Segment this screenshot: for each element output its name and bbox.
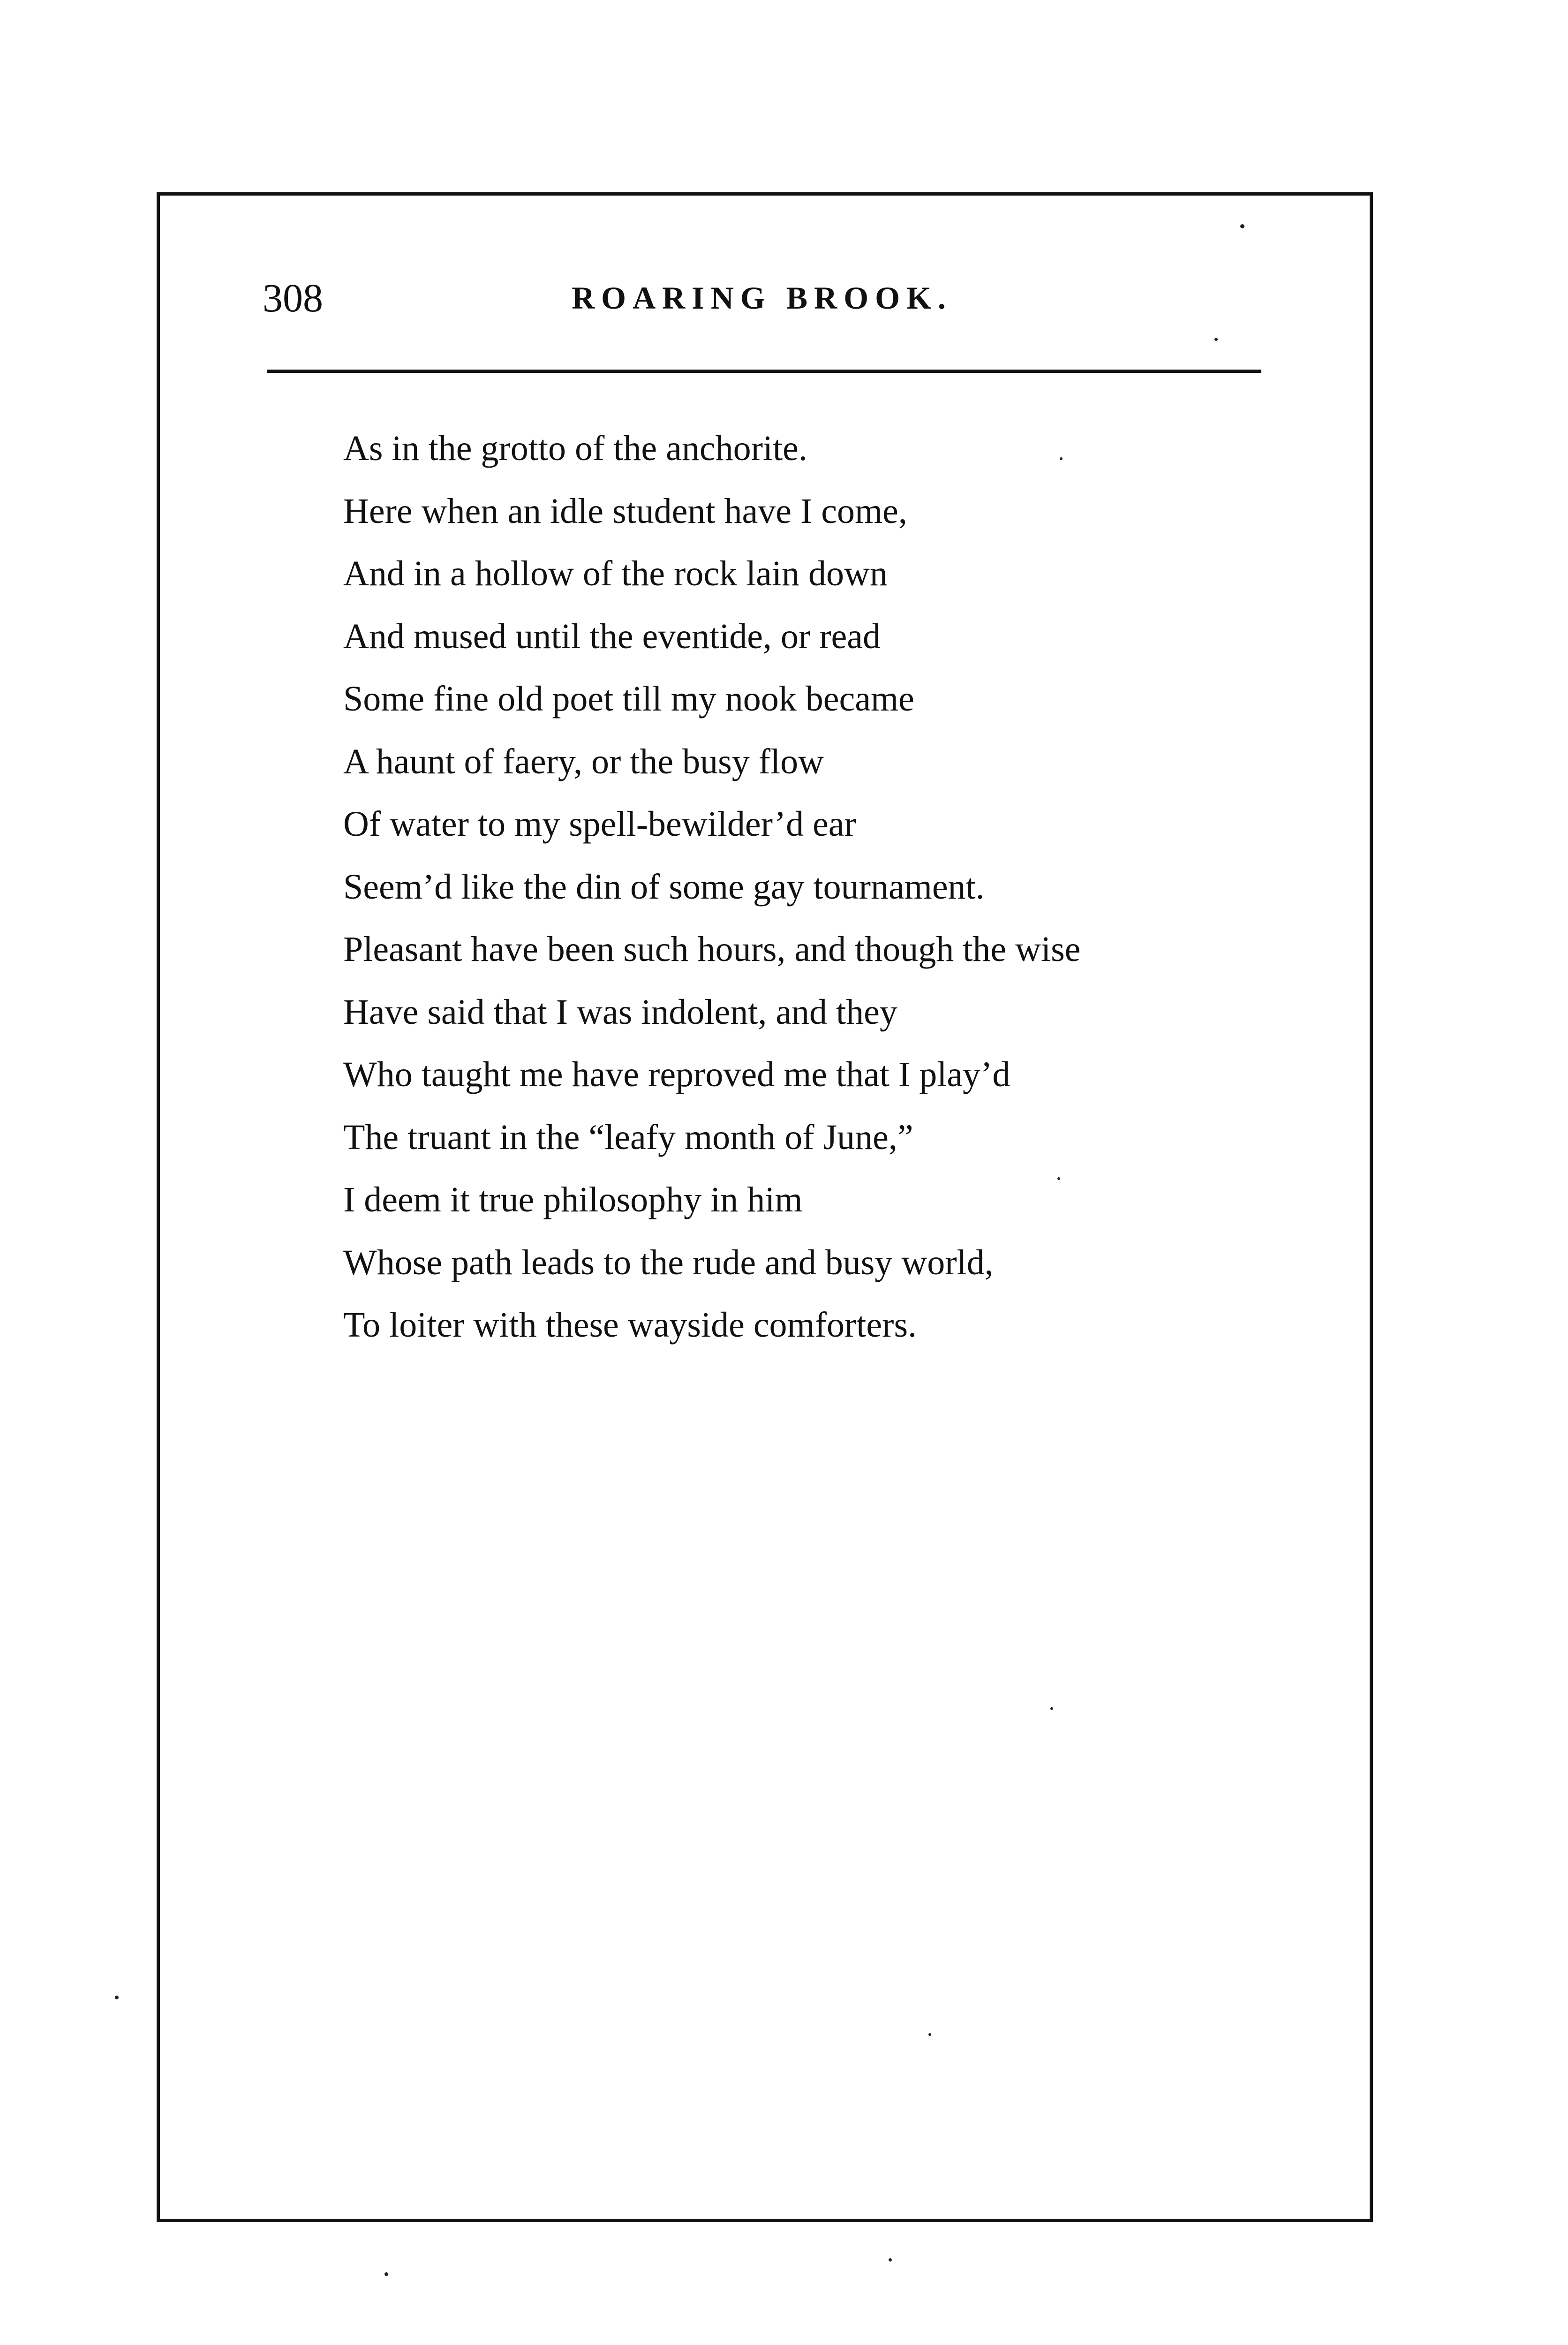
scan-speck xyxy=(1050,1707,1053,1710)
poem-line: And in a hollow of the rock lain down xyxy=(343,554,888,593)
page-header xyxy=(263,272,1261,328)
scan-speck xyxy=(384,2272,388,2276)
poem-line: Who taught me have reproved me that I play’d xyxy=(343,1055,1010,1094)
poem-line: Pleasant have been such hours, and though the wise xyxy=(343,930,1081,969)
scan-speck xyxy=(1060,457,1063,460)
poem-text xyxy=(343,417,1328,1357)
poem-line: Here when an idle student have I come, xyxy=(343,491,907,531)
poem-line: Seem’d like the din of some gay tournament. xyxy=(343,867,985,907)
scan-speck xyxy=(889,2258,892,2262)
poem-line: A haunt of faery, or the busy flow xyxy=(343,741,824,781)
scan-speck xyxy=(1214,338,1218,341)
header-rule xyxy=(267,370,1261,373)
poem-line: Some fine old poet till my nook became xyxy=(343,679,914,719)
poem-line: And mused until the eventide, or read xyxy=(343,616,881,656)
scan-speck xyxy=(1057,1177,1060,1180)
poem-line: To loiter with these wayside comforters. xyxy=(343,1305,917,1345)
page-number: 308 xyxy=(263,275,323,320)
running-title: ROARING BROOK. xyxy=(572,280,952,316)
poem-line: I deem it true philosophy in him xyxy=(343,1180,803,1219)
poem-line: The truant in the “leafy month of June,” xyxy=(343,1117,913,1157)
poem-line: Of water to my spell-bewilder’d ear xyxy=(343,804,856,844)
poem-line: Have said that I was indolent, and they xyxy=(343,992,897,1032)
scan-speck xyxy=(1240,224,1244,228)
poem-line: As in the grotto of the anchorite. xyxy=(343,429,807,468)
scan-speck xyxy=(115,1996,119,1999)
scan-speck xyxy=(928,2033,931,2036)
poem-line: Whose path leads to the rude and busy world, xyxy=(343,1242,994,1282)
